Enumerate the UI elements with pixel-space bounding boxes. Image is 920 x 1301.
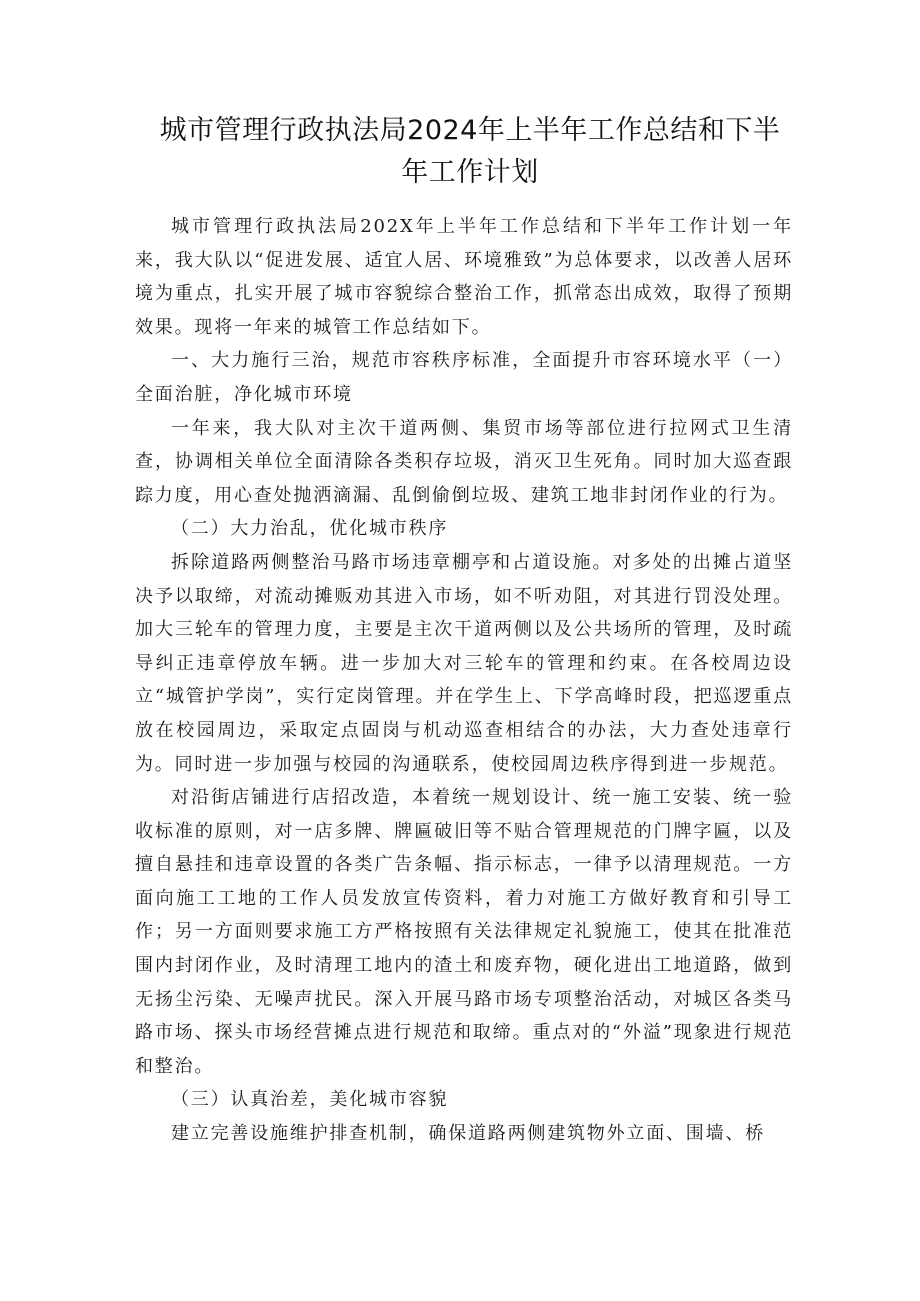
paragraph-facilities: 建立完善设施维护排查机制，确保道路两侧建筑物外立面、围墙、桥 [171,1123,765,1145]
subsection-heading-3: （三）认真治差，美化城市容貌 [171,1089,449,1111]
paragraph-storefront: 对沿街店铺进行店招改造，本着统一规划设计、统一施工安装、统一验收标准的原则，对一店多牌、牌匾破旧等不贴合管理规范的门牌字匾，以及擅自悬挂和违章设置的各类广告条幅、指示标志，一律予以清理规范。一方面向施工工地的工作人员发放宣传资料，着力对施工方做好教育和引导工作；另一方面则要求施工方严格按照有关法律规定礼貌施工，使其在批准范围内封闭作业，及时清理工地内的渣土和废弃物，硬化进出工地道路，做到无扬尘污染、无噪声扰民。深入开展马路市场专项整治活动，对城区各类马路市场、探头市场经营摊点进行规范和取缔。重点对的“外溢”现象进行规范和整治。 [135,787,793,1077]
document-title: 城市管理行政执法局2024年上半年工作总结和下半年工作计划 [159,115,781,188]
section-heading-1: 一、大力施行三治，规范市容秩序标准，全面提升市容环境水平（一）全面治脏，净化城市环境 [135,350,793,405]
subsection-heading-2: （二）大力治乱，优化城市秩序 [171,518,449,540]
paragraph-cleanup: 一年来，我大队对主次干道两侧、集贸市场等部位进行拉网式卫生清查，协调相关单位全面清除各类积存垃圾，消灭卫生死角。同时加大巡查跟踪力度，用心查处抛洒滴漏、乱倒偷倒垃圾、建筑工地非封闭作业的行为。 [135,417,793,506]
document-body [135,210,793,1151]
paragraph-order: 拆除道路两侧整治马路市场违章棚亭和占道设施。对多处的出摊占道坚决予以取缔，对流动摊贩劝其进入市场，如不听劝阻，对其进行罚没处理。加大三轮车的管理力度，主要是主次干道两侧以及公共场所的管理，及时疏导纠正违章停放车辆。进一步加大对三轮车的管理和约束。在各校周边设立“城管护学岗”，实行定岗管理。并在学生上、下学高峰时段，把巡逻重点放在校园周边，采取定点固岗与机动巡查相结合的办法，大力查处违章行为。同时进一步加强与校园的沟通联系，使校园周边秩序得到进一步规范。 [135,551,793,775]
paragraph-intro: 城市管理行政执法局202X年上半年工作总结和下半年工作计划一年来，我大队以“促进发展、适宜人居、环境雅致”为总体要求，以改善人居环境为重点，扎实开展了城市容貌综合整治工作，抓常态出成效，取得了预期效果。现将一年来的城管工作总结如下。 [135,216,793,338]
